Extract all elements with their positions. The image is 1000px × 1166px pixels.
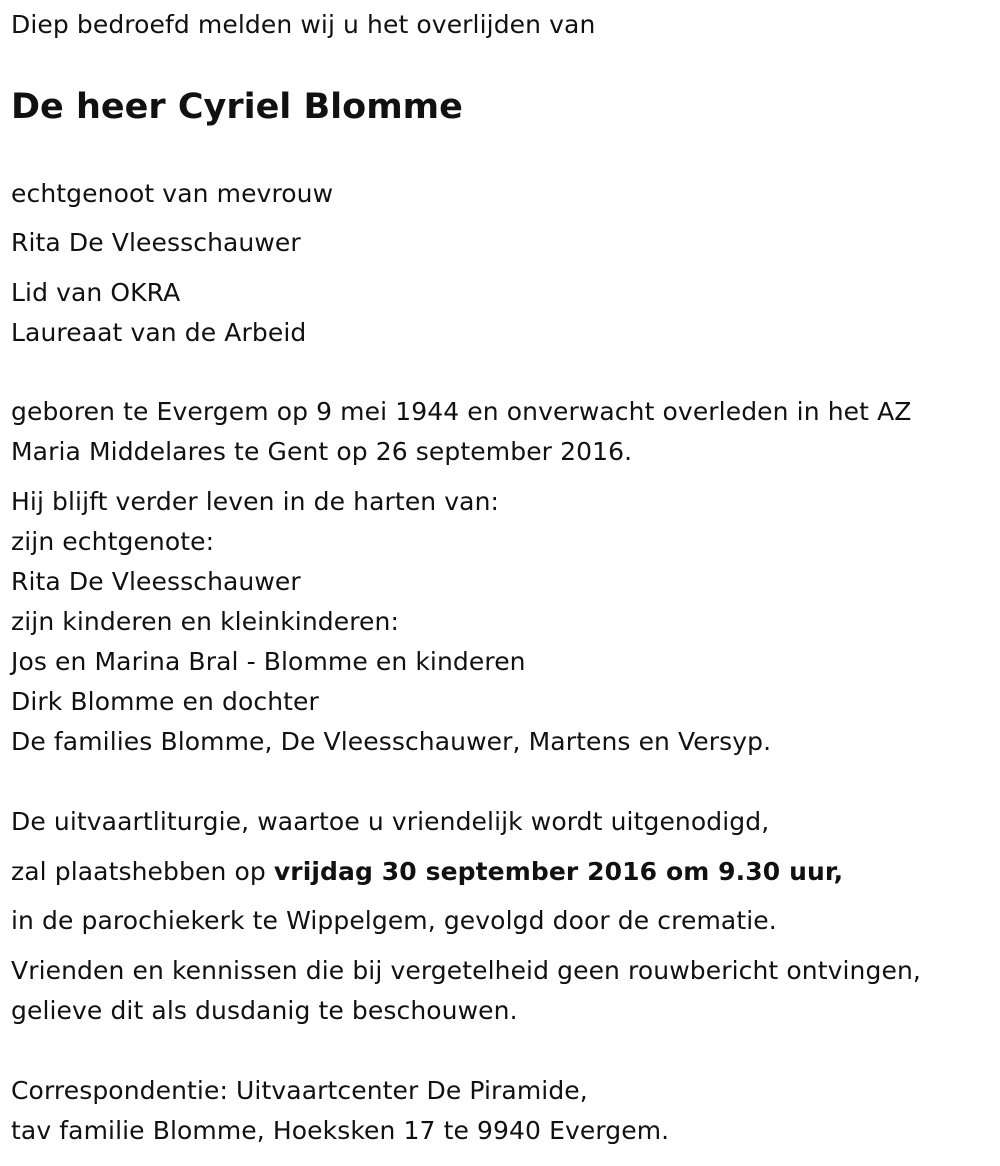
correspondence-line-2: tav familie Blomme, Hoeksken 17 te 9940 Evergem. <box>11 1116 670 1145</box>
survivors-families: De families Blomme, De Vleesschauwer, Martens en Versyp. <box>11 727 772 756</box>
funeral-line-2-prefix: zal plaatshebben op <box>11 857 274 886</box>
survivors-spouse-name: Rita De Vleesschauwer <box>11 567 301 596</box>
membership-arbeid: Laureaat van de Arbeid <box>11 318 307 347</box>
survivors-child-1: Jos en Marina Bral - Blomme en kinderen <box>11 647 526 676</box>
correspondence-line-1: Correspondentie: Uitvaartcenter De Piramide, <box>11 1076 588 1105</box>
survivors-child-2: Dirk Blomme en dochter <box>11 687 319 716</box>
survivors-children-label: zijn kinderen en kleinkinderen: <box>11 607 399 636</box>
notice-line-2: gelieve dit als dusdanig te beschouwen. <box>11 996 518 1025</box>
survivors-intro: Hij blijft verder leven in de harten van: <box>11 487 500 516</box>
birth-death-line-1: geboren te Evergem op 9 mei 1944 en onverwacht overleden in het AZ <box>11 397 912 426</box>
birth-death-line-2: Maria Middelares te Gent op 26 september 2016. <box>11 437 633 466</box>
spouse-label: echtgenoot van mevrouw <box>11 179 334 208</box>
funeral-line-3: in de parochiekerk te Wippelgem, gevolgd door de crematie. <box>11 906 777 935</box>
intro-text: Diep bedroefd melden wij u het overlijden van <box>11 10 596 39</box>
deceased-name: De heer Cyriel Blomme <box>11 87 463 127</box>
survivors-spouse-label: zijn echtgenote: <box>11 527 215 556</box>
funeral-date-time: vrijdag 30 september 2016 om 9.30 uur, <box>273 857 844 886</box>
funeral-line-2 <box>11 857 843 887</box>
funeral-line-1: De uitvaartliturgie, waartoe u vriendelijk wordt uitgenodigd, <box>11 807 770 836</box>
notice-line-1: Vrienden en kennissen die bij vergetelheid geen rouwbericht ontvingen, <box>11 956 921 985</box>
membership-okra: Lid van OKRA <box>11 278 181 307</box>
spouse-name: Rita De Vleesschauwer <box>11 228 301 257</box>
